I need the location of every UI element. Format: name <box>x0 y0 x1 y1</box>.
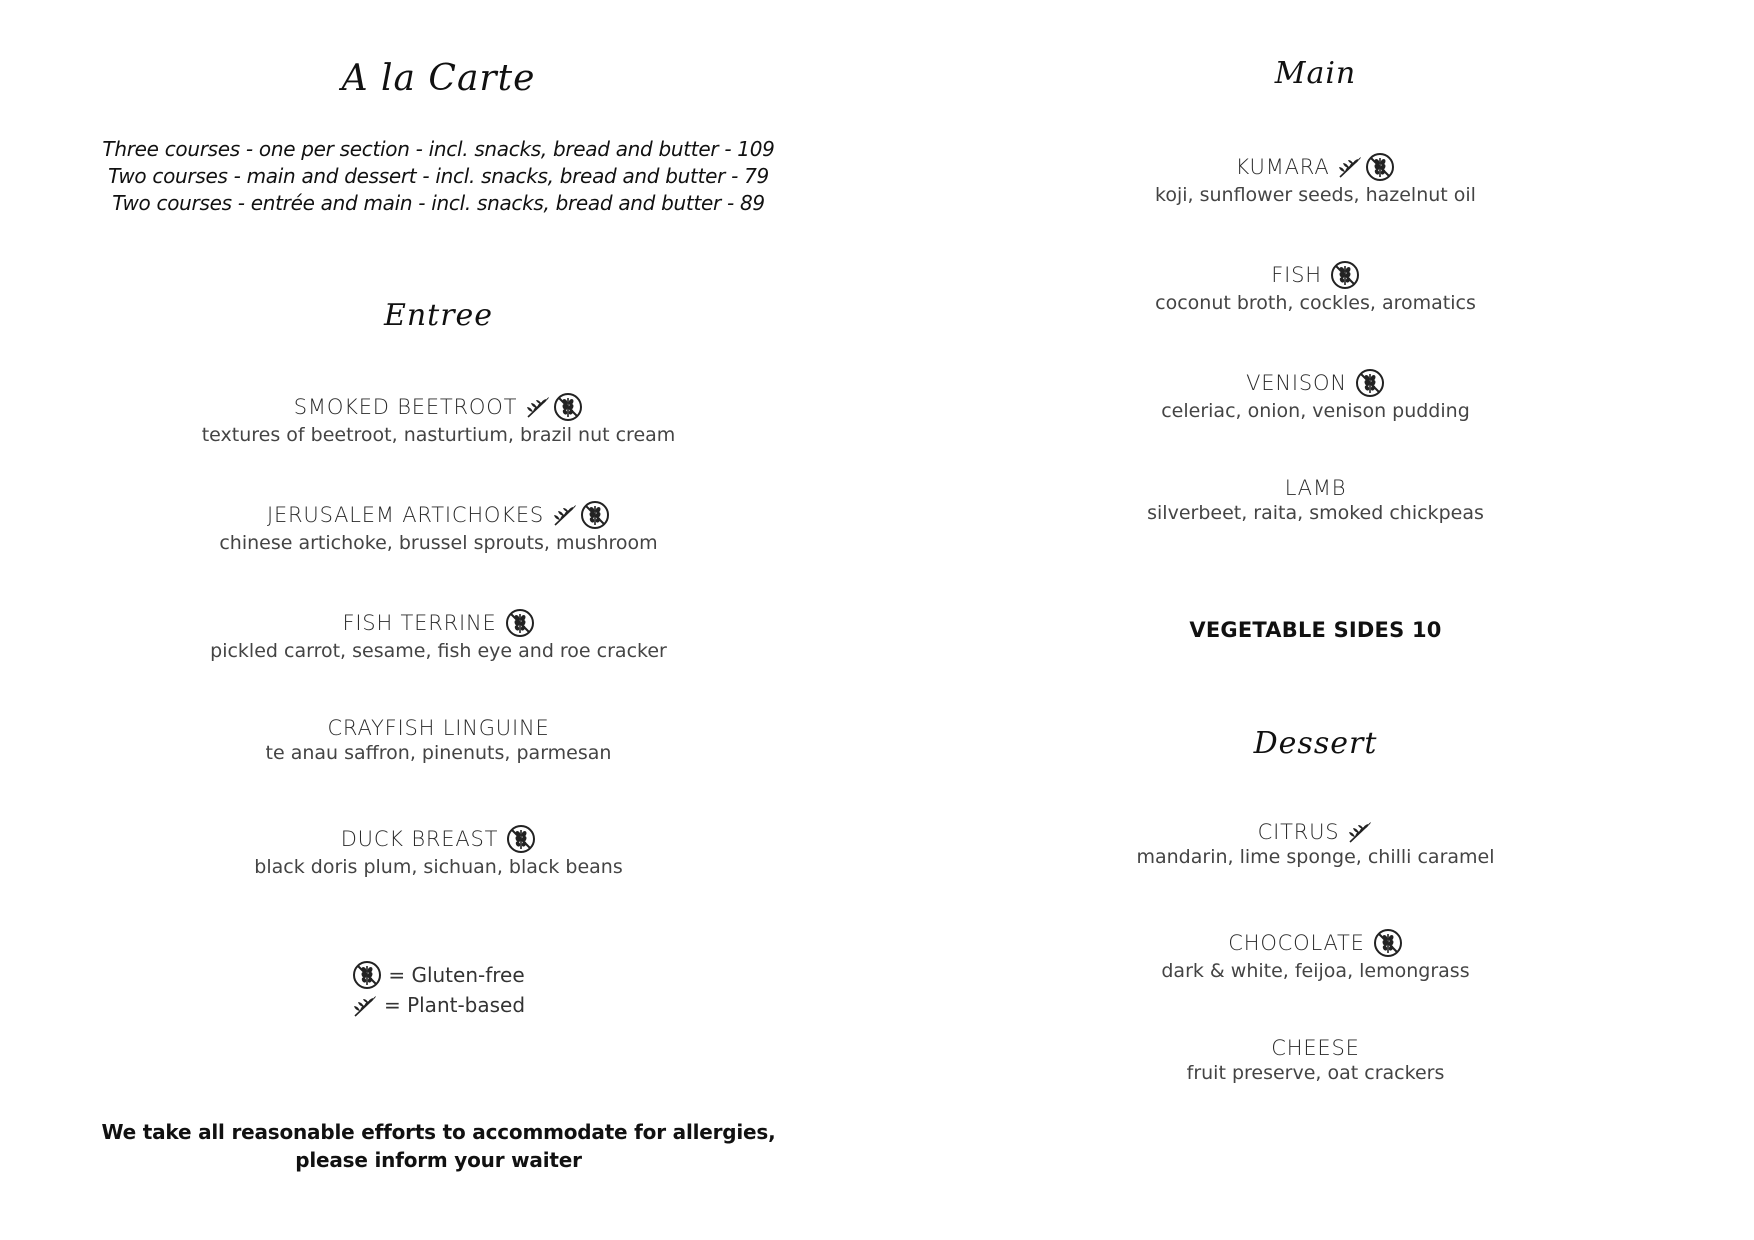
dish-description: pickled carrot, sesame, fish eye and roe cracker <box>210 640 667 662</box>
dish-name-row <box>294 392 583 422</box>
gluten-free-icon <box>553 392 583 422</box>
dish-description: te anau saffron, pinenuts, parmesan <box>265 742 612 764</box>
main-heading: Main <box>1274 56 1357 91</box>
menu-title: A la Carte <box>341 58 536 99</box>
dietary-icons <box>525 392 583 422</box>
plant-based-icon <box>1347 820 1373 844</box>
menu-item <box>877 928 1754 982</box>
dish-name: FISH TERRINE <box>342 611 497 635</box>
dish-description: silverbeet, raita, smoked chickpeas <box>1147 502 1484 524</box>
dish-name-row <box>1271 260 1360 290</box>
legend-plant-based-label: = Plant-based <box>383 992 526 1017</box>
dietary-icons <box>1347 820 1373 844</box>
dish-name: CHEESE <box>1271 1036 1360 1060</box>
dish-name-row <box>1285 476 1347 500</box>
dish-description: fruit preserve, oat crackers <box>1186 1062 1445 1084</box>
dessert-heading: Dessert <box>1253 726 1378 761</box>
dish-description: textures of beetroot, nasturtium, brazil nut cream <box>201 424 676 446</box>
allergy-line-1: We take all reasonable efforts to accommodate for allergies, <box>101 1120 776 1144</box>
dish-name-row <box>267 500 610 530</box>
dish-name: DUCK BREAST <box>340 827 499 851</box>
gluten-free-icon <box>1365 152 1395 182</box>
dish-name: CITRUS <box>1257 820 1340 844</box>
dish-description: coconut broth, cockles, aromatics <box>1155 292 1476 314</box>
menu-item <box>0 608 877 662</box>
gluten-free-icon <box>1330 260 1360 290</box>
menu-item <box>877 820 1754 868</box>
allergy-notice <box>0 1118 877 1174</box>
dish-name-row <box>1228 928 1402 958</box>
gluten-free-icon <box>1355 368 1385 398</box>
dietary-icons <box>552 500 610 530</box>
gluten-free-icon <box>1373 928 1403 958</box>
plant-based-icon <box>352 994 378 1018</box>
pricing-two-courses-main-dessert: Two courses - main and dessert - incl. snacks, bread and butter - 79 <box>108 164 769 188</box>
legend-icon-slot <box>352 992 378 1018</box>
allergy-line-2: please inform your waiter <box>295 1148 582 1172</box>
gluten-free-icon <box>352 960 382 990</box>
dish-description: koji, sunflower seeds, hazelnut oil <box>1155 184 1476 206</box>
plant-based-icon <box>552 503 578 527</box>
dish-name-row <box>1271 1036 1359 1060</box>
gluten-free-icon <box>506 824 536 854</box>
dish-name-row <box>1258 820 1374 844</box>
menu-item <box>877 476 1754 524</box>
legend-icon-slot <box>352 960 382 990</box>
menu-item <box>877 152 1754 206</box>
dish-description: dark & white, feijoa, lemongrass <box>1161 960 1470 982</box>
vegetable-sides: VEGETABLE SIDES 10 <box>1189 618 1442 642</box>
dietary-icons <box>1355 368 1385 398</box>
dish-name-row <box>1236 152 1396 182</box>
dish-name: KUMARA <box>1235 155 1330 179</box>
dish-name: JERUSALEM ARTICHOKES <box>266 503 545 527</box>
plant-based-icon <box>525 395 551 419</box>
menu-item <box>0 716 877 764</box>
pricing-block <box>0 136 877 217</box>
gluten-free-icon <box>580 500 610 530</box>
gluten-free-icon <box>505 608 535 638</box>
dish-name: CRAYFISH LINGUINE <box>327 716 550 740</box>
dietary-icons <box>1330 260 1360 290</box>
entree-heading: Entree <box>383 298 494 333</box>
dish-name: VENISON <box>1246 371 1347 395</box>
dish-name: LAMB <box>1284 476 1347 500</box>
legend-gluten-free-label: = Gluten-free <box>388 963 525 987</box>
dish-name: FISH <box>1271 263 1322 287</box>
legend-gluten-free <box>352 960 524 990</box>
menu-item <box>0 500 877 554</box>
dish-name: CHOCOLATE <box>1228 931 1365 955</box>
pricing-three-courses: Three courses - one per section - incl. snacks, bread and butter - 109 <box>102 137 775 161</box>
dish-name-row <box>341 824 537 854</box>
dish-name-row <box>1246 368 1385 398</box>
menu-item <box>877 1036 1754 1084</box>
menu-item <box>877 368 1754 422</box>
dietary-icons <box>506 824 536 854</box>
dish-name-row <box>342 608 534 638</box>
dietary-icons <box>505 608 535 638</box>
dish-description: black doris plum, sichuan, black beans <box>254 856 623 878</box>
legend-plant-based <box>352 992 525 1018</box>
dish-description: mandarin, lime sponge, chilli caramel <box>1136 846 1495 868</box>
dish-name-row <box>327 716 549 740</box>
dish-description: chinese artichoke, brussel sprouts, mushroom <box>219 532 658 554</box>
menu-item <box>0 824 877 878</box>
right-page <box>877 0 1754 1240</box>
menu-item <box>877 260 1754 314</box>
dietary-icons <box>1337 152 1395 182</box>
menu-item <box>0 392 877 446</box>
dish-name: SMOKED BEETROOT <box>293 395 518 419</box>
plant-based-icon <box>1337 155 1363 179</box>
legend <box>0 960 877 1018</box>
dietary-icons <box>1373 928 1403 958</box>
pricing-two-courses-entree-main: Two courses - entrée and main - incl. snacks, bread and butter - 89 <box>112 191 765 215</box>
dish-description: celeriac, onion, venison pudding <box>1161 400 1470 422</box>
